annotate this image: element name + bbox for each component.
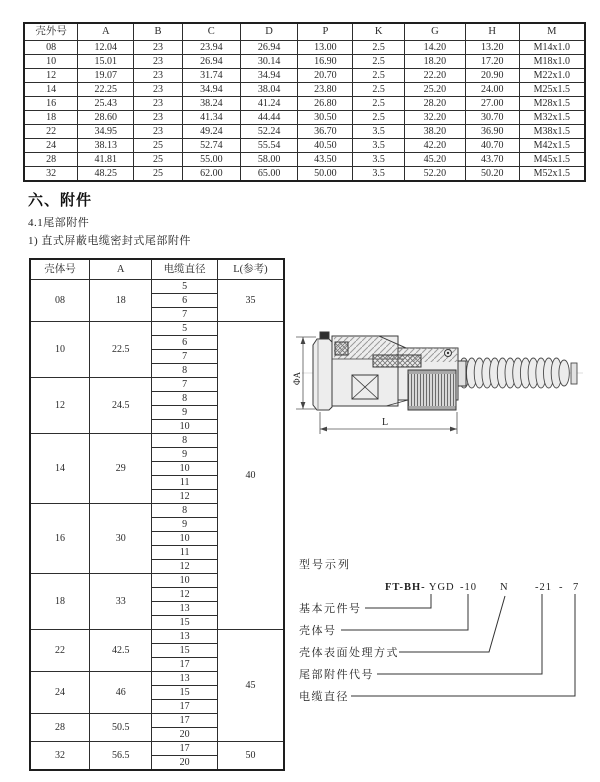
cable-diameter-cell: 20	[152, 756, 218, 771]
table1-cell: M52x1.5	[519, 167, 585, 182]
table1-cell: 15.01	[78, 55, 134, 69]
table1-cell: M45x1.5	[519, 153, 585, 167]
table-row	[24, 111, 585, 125]
section-subtitle-2: 1) 直式屏蔽电缆密封式尾部附件	[28, 235, 191, 247]
table-row	[24, 153, 585, 167]
table1-cell: 38.20	[405, 125, 466, 139]
table-row	[30, 630, 284, 644]
table1-cell: 3.5	[353, 167, 405, 182]
cable-diameter-cell: 9	[152, 406, 218, 420]
table1-cell: 20.90	[465, 69, 519, 83]
table1-cell: M42x1.5	[519, 139, 585, 153]
table1-header-cell: G	[405, 23, 466, 41]
table1-cell: M38x1.5	[519, 125, 585, 139]
table1-header-cell: H	[465, 23, 519, 41]
table1-cell: 65.00	[240, 167, 298, 182]
l-ref-cell: 35	[217, 280, 284, 322]
table1-cell: 41.34	[182, 111, 240, 125]
shell-no-cell: 24	[30, 672, 90, 714]
cable-diameter-cell: 10	[152, 574, 218, 588]
table1-header-cell: C	[182, 23, 240, 41]
table1-cell: 13.20	[465, 41, 519, 55]
model-label-finish: 壳体表面处理方式	[299, 647, 399, 659]
l-ref-cell: 40	[217, 322, 284, 630]
section-title: 六、附件	[28, 192, 93, 209]
cable-diameter-cell: 15	[152, 686, 218, 700]
table1-cell: 16.90	[298, 55, 353, 69]
shell-no-cell: 18	[30, 574, 90, 630]
table-row	[24, 97, 585, 111]
table1-header-cell: D	[240, 23, 298, 41]
table1-cell: 23	[134, 97, 183, 111]
table1-cell: 25	[134, 153, 183, 167]
a-dim-cell: 24.5	[90, 378, 152, 434]
shell-no-cell: 12	[30, 378, 90, 434]
table1-cell: 22	[24, 125, 78, 139]
model-code-finish: N	[500, 582, 509, 593]
table1-cell: 25	[134, 167, 183, 182]
table1-cell: 41.81	[78, 153, 134, 167]
table1-cell: 2.5	[353, 41, 405, 55]
table2-header-cell: L(参考)	[217, 259, 284, 280]
table1-cell: 43.70	[465, 153, 519, 167]
table1-header-cell: 壳外号	[24, 23, 78, 41]
cable-diameter-cell: 5	[152, 280, 218, 294]
cable-diameter-cell: 10	[152, 462, 218, 476]
table1-cell: 30.50	[298, 111, 353, 125]
cable-diameter-cell: 17	[152, 658, 218, 672]
cable-diameter-cell: 20	[152, 728, 218, 742]
shell-no-cell: 08	[30, 280, 90, 322]
model-label-cable-dia: 电缆直径	[299, 691, 349, 703]
table-row	[24, 167, 585, 182]
spring-conduit	[459, 358, 577, 388]
shell-no-cell: 10	[30, 322, 90, 378]
table1-cell: 48.25	[78, 167, 134, 182]
table1-cell: 2.5	[353, 83, 405, 97]
table1-cell: 25.20	[405, 83, 466, 97]
table1-cell: 23	[134, 111, 183, 125]
table1-cell: 25	[134, 139, 183, 153]
table1-cell: 28	[24, 153, 78, 167]
table-row	[30, 322, 284, 336]
table1-cell: 38.13	[78, 139, 134, 153]
table1-cell: 45.20	[405, 153, 466, 167]
table1-cell: 30.70	[465, 111, 519, 125]
table-row	[24, 41, 585, 55]
a-dim-cell: 46	[90, 672, 152, 714]
table1-cell: 23	[134, 125, 183, 139]
table1-cell: 26.80	[298, 97, 353, 111]
cable-diameter-cell: 6	[152, 336, 218, 350]
shell-no-cell: 14	[30, 434, 90, 504]
table1-cell: 52.74	[182, 139, 240, 153]
tail-accessory-table	[29, 258, 285, 771]
shell-dimensions-table	[23, 22, 586, 182]
a-dim-cell: 33	[90, 574, 152, 630]
table1-cell: 17.20	[465, 55, 519, 69]
cable-diameter-cell: 8	[152, 364, 218, 378]
table1-cell: 36.90	[465, 125, 519, 139]
model-code-cable: 7	[573, 582, 580, 593]
table1-cell: M22x1.0	[519, 69, 585, 83]
table1-cell: 27.00	[465, 97, 519, 111]
model-code-prefix: YGD	[428, 582, 455, 593]
table1-cell: 32	[24, 167, 78, 182]
cable-diameter-cell: 12	[152, 490, 218, 504]
tail-accessory-table-wrap	[29, 258, 285, 771]
cable-diameter-cell: 17	[152, 714, 218, 728]
table1-cell: 58.00	[240, 153, 298, 167]
table1-cell: 50.00	[298, 167, 353, 182]
table1-cell: M14x1.0	[519, 41, 585, 55]
table1-cell: 38.04	[240, 83, 298, 97]
cable-diameter-cell: 5	[152, 322, 218, 336]
shell-no-cell: 28	[30, 714, 90, 742]
table1-cell: 36.70	[298, 125, 353, 139]
table1-cell: 34.94	[182, 83, 240, 97]
connector-drawing	[290, 323, 590, 438]
table1-header-cell: A	[78, 23, 134, 41]
table1-cell: M28x1.5	[519, 97, 585, 111]
leader-tail-code	[377, 594, 542, 674]
table1-cell: 25.43	[78, 97, 134, 111]
table1-cell: 2.5	[353, 69, 405, 83]
l-ref-cell: 45	[217, 630, 284, 742]
table-row	[24, 83, 585, 97]
table1-cell: 52.24	[240, 125, 298, 139]
table1-header-cell: P	[298, 23, 353, 41]
table1-cell: 10	[24, 55, 78, 69]
front-flange	[313, 339, 332, 410]
table1-cell: 12.04	[78, 41, 134, 55]
model-label-basic-part: 基本元件号	[299, 603, 362, 615]
dim-phi-a-label: ΦA	[292, 371, 302, 385]
table1-cell: 23	[134, 69, 183, 83]
cable-diameter-cell: 13	[152, 602, 218, 616]
table1-cell: 44.44	[240, 111, 298, 125]
table1-header-cell: M	[519, 23, 585, 41]
table1-cell: 13.00	[298, 41, 353, 55]
table1-cell: 32.20	[405, 111, 466, 125]
table1-cell: 34.95	[78, 125, 134, 139]
cable-diameter-cell: 8	[152, 434, 218, 448]
table1-cell: 2.5	[353, 55, 405, 69]
table1-cell: 49.24	[182, 125, 240, 139]
a-dim-cell: 50.5	[90, 714, 152, 742]
cable-diameter-cell: 10	[152, 420, 218, 434]
cable-diameter-cell: 11	[152, 546, 218, 560]
a-dim-cell: 30	[90, 504, 152, 574]
leader-cable-dia	[351, 594, 575, 696]
table1-cell: 3.5	[353, 139, 405, 153]
table1-cell: 08	[24, 41, 78, 55]
table1-cell: 42.20	[405, 139, 466, 153]
cable-diameter-cell: 7	[152, 378, 218, 392]
leader-basic-part	[365, 594, 431, 608]
cable-diameter-cell: 12	[152, 588, 218, 602]
table1-cell: 38.24	[182, 97, 240, 111]
cable-diameter-cell: 11	[152, 476, 218, 490]
cable-diameter-cell: 7	[152, 308, 218, 322]
table1-cell: 23.94	[182, 41, 240, 55]
table1-cell: 55.54	[240, 139, 298, 153]
table1-cell: 3.5	[353, 153, 405, 167]
table1-cell: 31.74	[182, 69, 240, 83]
table1-cell: 3.5	[353, 125, 405, 139]
a-dim-cell: 56.5	[90, 742, 152, 771]
cable-diameter-cell: 7	[152, 350, 218, 364]
a-dim-cell: 18	[90, 280, 152, 322]
table1-cell: 28.60	[78, 111, 134, 125]
table1-cell: 40.50	[298, 139, 353, 153]
table2-header-cell: 电缆直径	[152, 259, 218, 280]
section-subtitle-1: 4.1尾部附件	[28, 217, 90, 229]
table1-cell: 18.20	[405, 55, 466, 69]
cable-diameter-cell: 12	[152, 560, 218, 574]
table1-cell: 28.20	[405, 97, 466, 111]
cable-diameter-cell: 9	[152, 448, 218, 462]
table1-cell: 43.50	[298, 153, 353, 167]
cable-diameter-cell: 15	[152, 616, 218, 630]
model-caption: 型号示列	[299, 559, 351, 571]
gasket-section	[373, 355, 421, 367]
a-dim-cell: 22.5	[90, 322, 152, 378]
table1-cell: 22.20	[405, 69, 466, 83]
model-code-prefix-bold: FT-BH-	[385, 582, 426, 593]
model-code	[385, 582, 579, 593]
table1-cell: 12	[24, 69, 78, 83]
model-code-dash: -	[559, 582, 564, 593]
cable-diameter-cell: 13	[152, 630, 218, 644]
table1-cell: 34.94	[240, 69, 298, 83]
cable-diameter-cell: 8	[152, 392, 218, 406]
shell-no-cell: 16	[30, 504, 90, 574]
table1-cell: M25x1.5	[519, 83, 585, 97]
table1-cell: 50.20	[465, 167, 519, 182]
cable-diameter-cell: 13	[152, 672, 218, 686]
table1-cell: M32x1.5	[519, 111, 585, 125]
dim-l	[320, 412, 457, 434]
model-label-tail-code: 尾部附件代号	[299, 669, 374, 681]
shell-no-cell: 22	[30, 630, 90, 672]
table2-header-cell: A	[90, 259, 152, 280]
table1-cell: 16	[24, 97, 78, 111]
table1-cell: 23	[134, 55, 183, 69]
table1-cell: 24.00	[465, 83, 519, 97]
spring-coil	[559, 360, 569, 386]
table1-cell: 2.5	[353, 97, 405, 111]
connector-body	[313, 332, 466, 410]
table1-cell: 23.80	[298, 83, 353, 97]
table1-cell: 30.14	[240, 55, 298, 69]
table1-cell: 19.07	[78, 69, 134, 83]
a-dim-cell: 42.5	[90, 630, 152, 672]
cable-diameter-cell: 8	[152, 504, 218, 518]
knurled-nut	[408, 370, 456, 410]
table1-cell: 26.94	[240, 41, 298, 55]
model-number-diagram	[293, 550, 595, 710]
dim-l-label: L	[382, 417, 389, 428]
model-code-shell: -10	[460, 582, 477, 593]
leader-finish	[399, 596, 505, 652]
cable-diameter-cell: 17	[152, 700, 218, 714]
table-row	[24, 125, 585, 139]
cable-diameter-cell: 17	[152, 742, 218, 756]
table1-cell: 23	[134, 41, 183, 55]
table1-cell: 62.00	[182, 167, 240, 182]
cable-diameter-cell: 6	[152, 294, 218, 308]
table1-cell: 22.25	[78, 83, 134, 97]
table-row	[30, 742, 284, 756]
a-dim-cell: 29	[90, 434, 152, 504]
table1-cell: M18x1.0	[519, 55, 585, 69]
table1-cell: 52.20	[405, 167, 466, 182]
table2-header-cell: 壳体号	[30, 259, 90, 280]
table1-cell: 2.5	[353, 111, 405, 125]
table1-cell: 24	[24, 139, 78, 153]
table2-header-row	[30, 259, 284, 280]
table1-cell: 23	[134, 83, 183, 97]
table1-header-cell: B	[134, 23, 183, 41]
l-ref-cell: 50	[217, 742, 284, 771]
cable-diameter-cell: 9	[152, 518, 218, 532]
table-row	[30, 280, 284, 294]
table1-header-cell: K	[353, 23, 405, 41]
table1-cell: 18	[24, 111, 78, 125]
model-label-shell-no: 壳体号	[299, 625, 337, 637]
leader-lines	[341, 594, 575, 696]
model-code-tail: -21	[535, 582, 552, 593]
shell-dimensions-table-wrap	[23, 22, 586, 182]
table1-cell: 41.24	[240, 97, 298, 111]
table1-header-row	[24, 23, 585, 41]
cable-diameter-cell: 15	[152, 644, 218, 658]
table-row	[24, 55, 585, 69]
table1-cell: 55.00	[182, 153, 240, 167]
cable-diameter-cell: 10	[152, 532, 218, 546]
shell-no-cell: 32	[30, 742, 90, 771]
table-row	[24, 139, 585, 153]
seal-section	[335, 342, 348, 355]
table1-cell: 26.94	[182, 55, 240, 69]
table1-cell: 14	[24, 83, 78, 97]
table1-cell: 20.70	[298, 69, 353, 83]
table1-cell: 40.70	[465, 139, 519, 153]
table-row	[24, 69, 585, 83]
table1-cell: 14.20	[405, 41, 466, 55]
